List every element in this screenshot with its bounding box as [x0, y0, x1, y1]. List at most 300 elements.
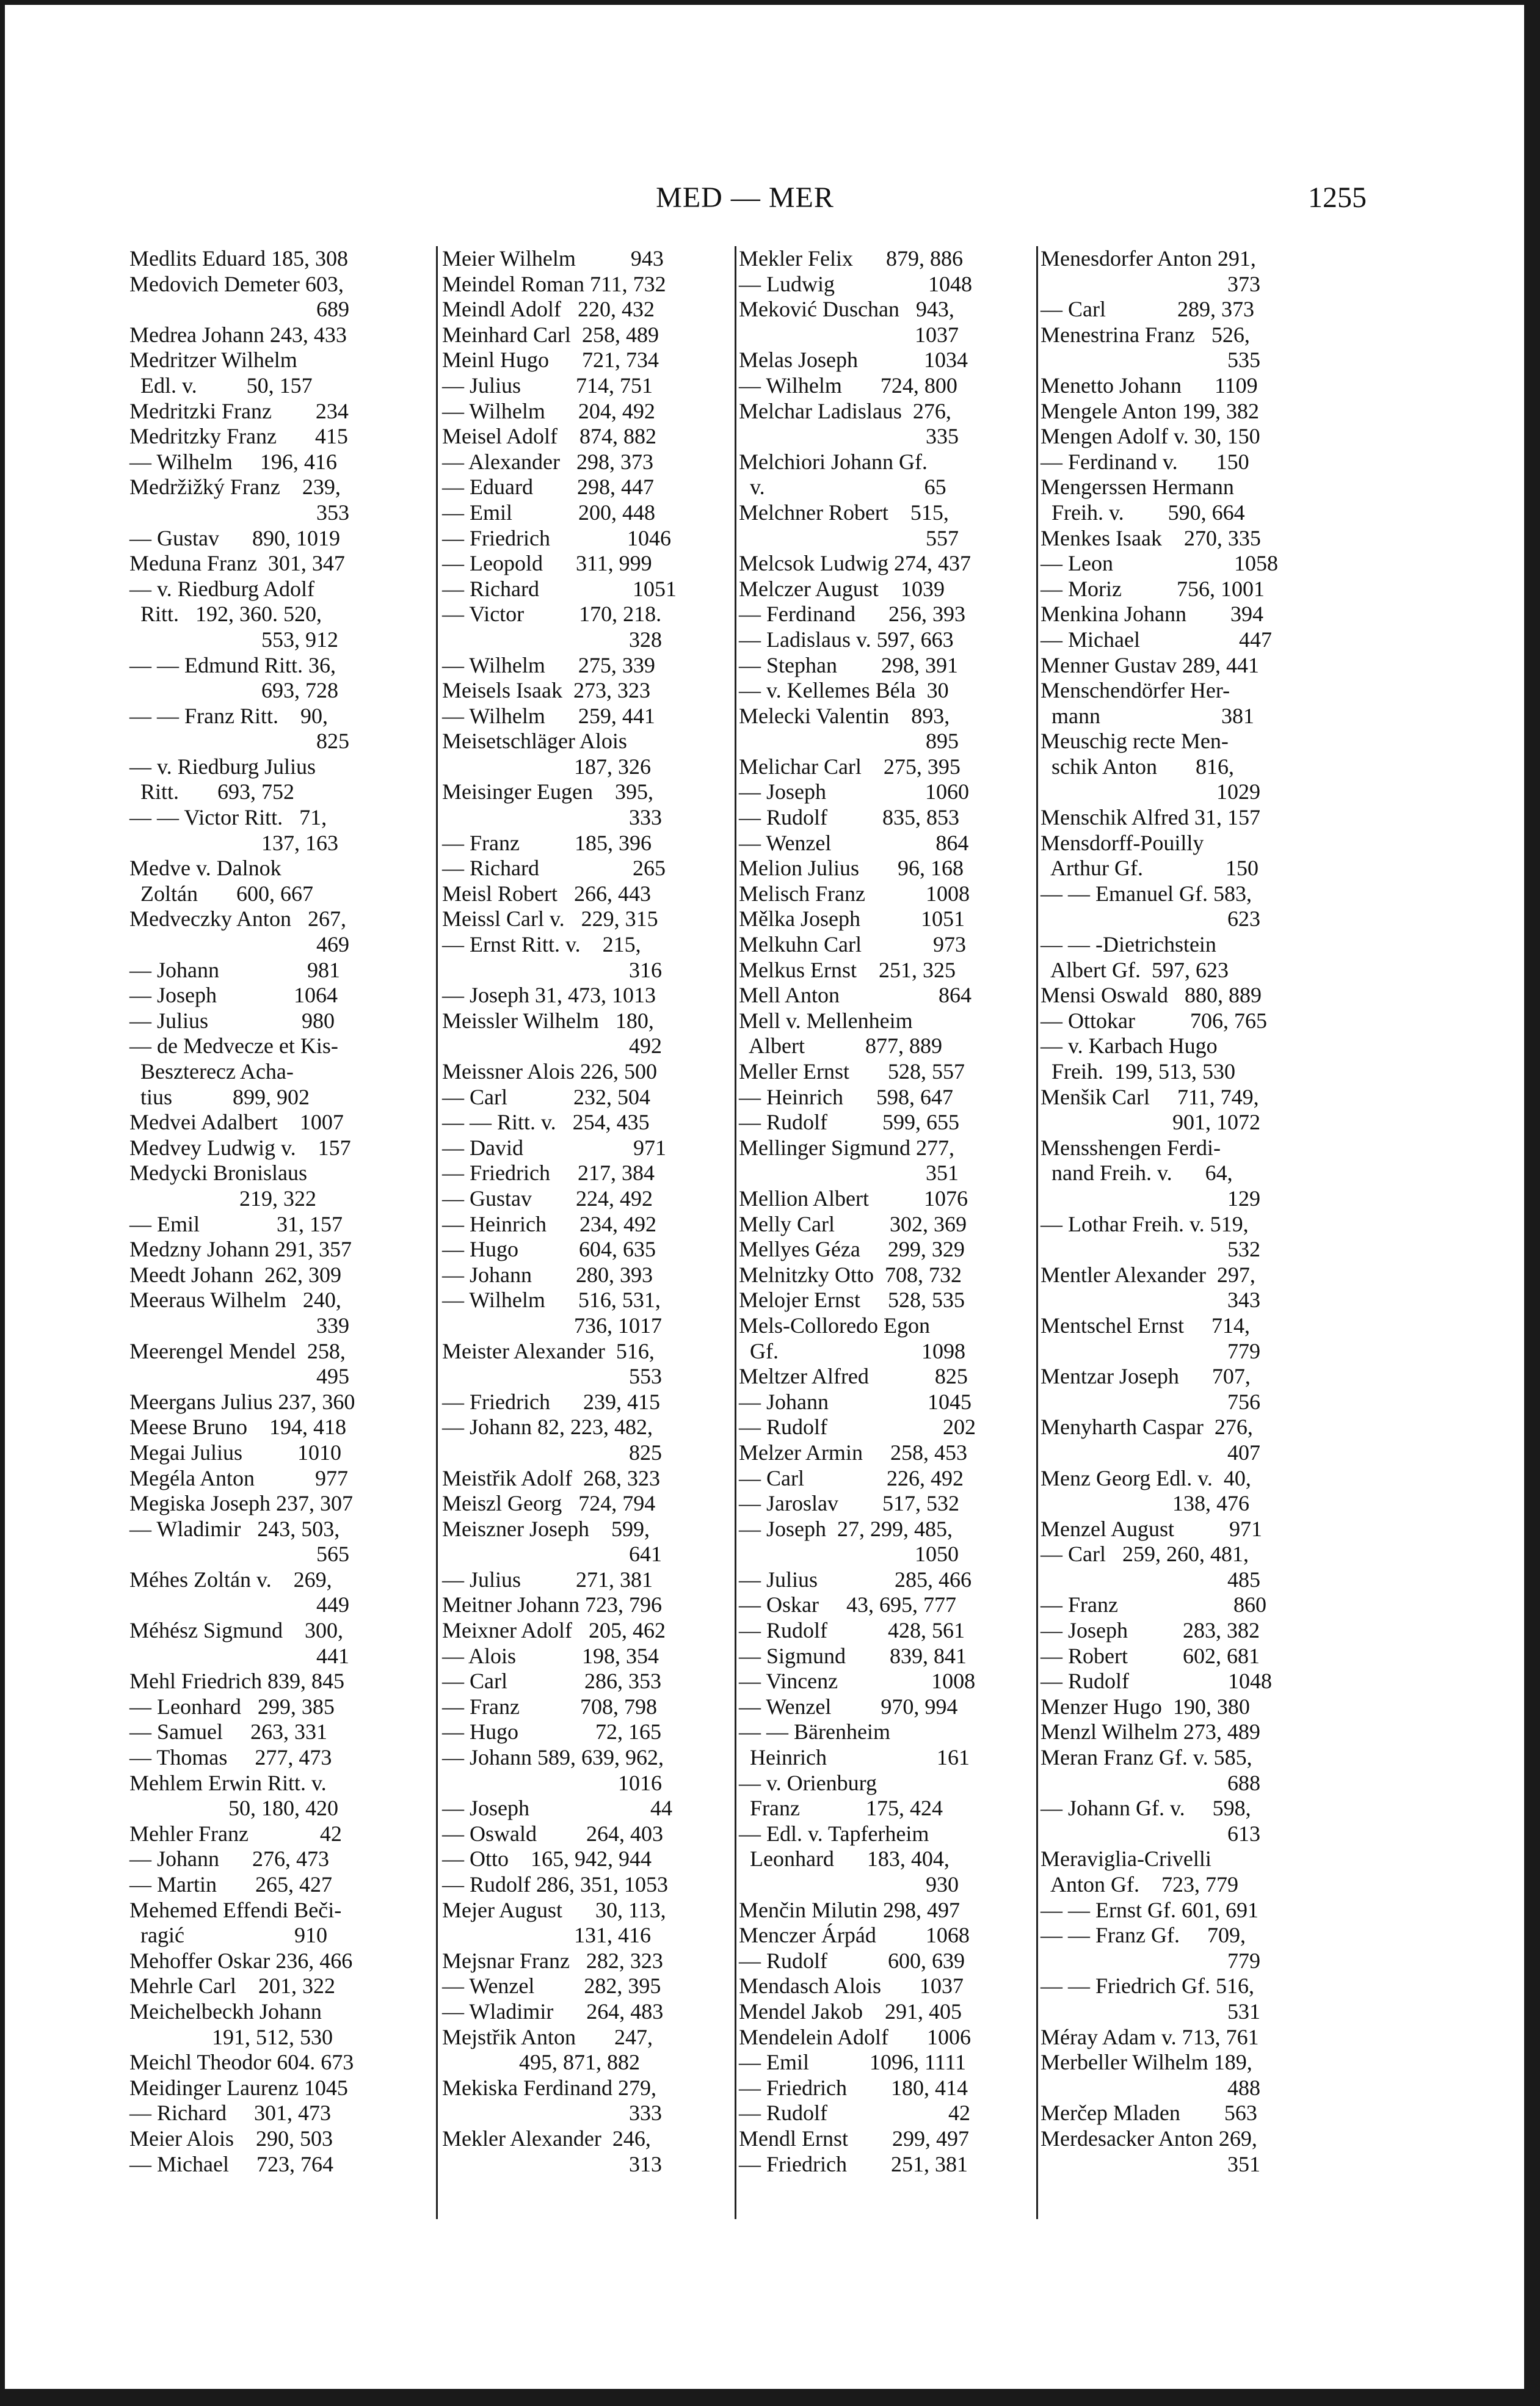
- index-entry-line: — Wilhelm 204, 492: [442, 398, 655, 423]
- index-entry-line: Melzer Armin 258, 453: [739, 1440, 967, 1465]
- index-entry-line: — Leonhard 299, 385: [129, 1694, 335, 1719]
- index-entry-line: — Richard 265: [442, 856, 666, 881]
- index-entry-line: 187, 326: [442, 754, 651, 779]
- index-entry-line: — Wenzel 282, 395: [442, 1974, 661, 1999]
- index-entry-line: Mehemed Effendi Beči-: [129, 1897, 342, 1922]
- index-entry-line: — Rudolf 599, 655: [739, 1110, 960, 1135]
- index-entry-line: Mehler Franz 42: [129, 1821, 342, 1846]
- index-entry-line: — Joseph 1060: [739, 779, 969, 804]
- index-entry-line: Menyharth Caspar 276,: [1041, 1415, 1253, 1440]
- index-entry-line: Méray Adam v. 713, 761: [1041, 2024, 1259, 2049]
- index-entry-line: — Friedrich 1046: [442, 525, 671, 550]
- index-entry-line: — Vincenz 1008: [739, 1669, 976, 1694]
- index-entry-line: Mellyes Géza 299, 329: [739, 1237, 965, 1262]
- index-entry-line: — Ladislaus v. 597, 663: [739, 627, 954, 652]
- index-entry-line: Meerengel Mendel 258,: [129, 1338, 346, 1363]
- index-entry-line: — Martin 265, 427: [129, 1872, 332, 1897]
- index-entry-line: Leonhard 183, 404,: [739, 1846, 950, 1872]
- index-entry-line: Mensshengen Ferdi-: [1041, 1135, 1221, 1160]
- index-entry-line: Meese Bruno 194, 418: [129, 1415, 346, 1440]
- index-entry-line: Zoltán 600, 667: [129, 881, 313, 906]
- index-entry-line: — Carl 286, 353: [442, 1669, 661, 1694]
- index-entry-line: nand Freih. v. 64,: [1041, 1161, 1233, 1186]
- index-entry-line: Melas Joseph 1034: [739, 348, 968, 373]
- index-entry-line: Mehlem Erwin Ritt. v.: [129, 1770, 327, 1795]
- index-entry-line: Melnitzky Otto 708, 732: [739, 1262, 962, 1287]
- index-entry-line: — Wladimir 243, 503,: [129, 1516, 340, 1541]
- index-entry-line: Meissner Alois 226, 500: [442, 1059, 658, 1084]
- index-entry-line: — Friedrich 180, 414: [739, 2075, 968, 2100]
- index-entry-line: Melichar Carl 275, 395: [739, 754, 961, 779]
- index-entry-line: Meissler Wilhelm 180,: [442, 1008, 654, 1033]
- index-entry-line: — Rudolf 428, 561: [739, 1618, 965, 1643]
- index-entry-line: Meran Franz Gf. v. 585,: [1041, 1745, 1252, 1770]
- index-entry-line: 1016: [442, 1770, 662, 1795]
- index-entry-line: 335: [739, 424, 959, 449]
- index-entry-line: Medvei Adalbert 1007: [129, 1110, 344, 1135]
- index-entry-line: Medrea Johann 243, 433: [129, 322, 347, 347]
- index-entry-line: — Carl 226, 492: [739, 1465, 964, 1490]
- index-entry-line: Mentzar Joseph 707,: [1041, 1364, 1251, 1389]
- index-entry-line: — v. Orienburg: [739, 1770, 877, 1795]
- index-entry-line: — v. Karbach Hugo: [1041, 1033, 1218, 1059]
- index-entry-line: 449: [129, 1592, 349, 1617]
- scan-edge-bottom: [0, 2389, 1540, 2406]
- index-entry-line: — Gustav 890, 1019: [129, 525, 340, 550]
- index-entry-line: Meidinger Laurenz 1045: [129, 2075, 348, 2100]
- index-entry-line: Meissl Carl v. 229, 315: [442, 906, 658, 931]
- index-entry-line: Melcsok Ludwig 274, 437: [739, 551, 971, 576]
- index-entry-line: Mensi Oswald 880, 889: [1041, 983, 1262, 1008]
- index-entry-line: 469: [129, 932, 349, 957]
- index-entry-line: Melchiori Johann Gf.: [739, 449, 928, 474]
- index-entry-line: — Ferdinand 256, 393: [739, 602, 965, 627]
- index-entry-line: schik Anton 816,: [1041, 754, 1235, 779]
- index-entry-line: Menkes Isaak 270, 335: [1041, 525, 1261, 550]
- index-entry-line: 333: [442, 805, 662, 830]
- index-entry-line: Meier Wilhelm 943: [442, 246, 664, 271]
- index-entry-line: 129: [1041, 1186, 1260, 1211]
- index-entry-line: Meisel Adolf 874, 882: [442, 424, 656, 449]
- index-entry-line: 339: [129, 1313, 349, 1338]
- index-entry-line: 495, 871, 882: [442, 2050, 640, 2075]
- index-entry-line: Mell Anton 864: [739, 983, 972, 1008]
- index-entry-line: — Rudolf 1048: [1041, 1669, 1273, 1694]
- index-entry-line: Megai Julius 1010: [129, 1440, 341, 1465]
- index-entry-line: — Stephan 298, 391: [739, 652, 958, 677]
- index-entry-line: — de Medvecze et Kis-: [129, 1033, 338, 1059]
- index-entry-line: — Richard 301, 473: [129, 2101, 331, 2126]
- index-entry-line: — Julius 271, 381: [442, 1567, 653, 1592]
- index-entry-line: Medvey Ludwig v. 157: [129, 1135, 351, 1160]
- index-entry-line: Freih. 199, 513, 530: [1041, 1059, 1235, 1084]
- index-entry-line: Mellion Albert 1076: [739, 1186, 968, 1211]
- index-entry-line: Mehoffer Oskar 236, 466: [129, 1948, 353, 1973]
- index-entry-line: Medzny Johann 291, 357: [129, 1237, 352, 1262]
- index-entry-line: 531: [1041, 1999, 1260, 2024]
- index-entry-line: Melchner Robert 515,: [739, 500, 949, 525]
- index-entry-line: 441: [129, 1643, 349, 1668]
- index-entry-line: Meltzer Alfred 825: [739, 1364, 968, 1389]
- index-entry-line: Menšik Carl 711, 749,: [1041, 1084, 1259, 1109]
- index-entry-line: — Jaroslav 517, 532: [739, 1491, 959, 1516]
- index-entry-line: Meier Alois 290, 503: [129, 2126, 333, 2151]
- index-entry-line: Meisinger Eugen 395,: [442, 779, 653, 804]
- index-entry-line: — Robert 602, 681: [1041, 1643, 1260, 1668]
- index-entry-line: — Wenzel 970, 994: [739, 1694, 958, 1719]
- index-entry-line: Mejer August 30, 113,: [442, 1897, 666, 1922]
- index-entry-line: Meisetschläger Alois: [442, 729, 627, 754]
- index-entry-line: Merdesacker Anton 269,: [1041, 2126, 1257, 2151]
- index-entry-line: — Emil 31, 157: [129, 1211, 343, 1236]
- index-entry-line: Meller Ernst 528, 557: [739, 1059, 965, 1084]
- index-entry-line: 895: [739, 729, 959, 754]
- index-entry-line: 313: [442, 2151, 662, 2176]
- index-entry-line: — Wilhelm 724, 800: [739, 373, 957, 398]
- index-entry-line: 613: [1041, 1821, 1260, 1846]
- index-entry-line: 138, 476: [1041, 1491, 1249, 1516]
- index-entry-line: 407: [1041, 1440, 1260, 1465]
- index-entry-line: — Thomas 277, 473: [129, 1745, 332, 1770]
- index-entry-line: Medržižký Franz 239,: [129, 475, 341, 500]
- index-entry-line: Meković Duschan 943,: [739, 297, 954, 322]
- index-entry-line: — Samuel 263, 331: [129, 1719, 327, 1744]
- index-entry-line: — Ottokar 706, 765: [1041, 1008, 1267, 1033]
- index-entry-line: Meeraus Wilhelm 240,: [129, 1288, 341, 1313]
- index-entry-line: — Wilhelm 516, 531,: [442, 1288, 661, 1313]
- index-entry-line: — Friedrich 239, 415: [442, 1389, 660, 1414]
- index-entry-line: — Rudolf 42: [739, 2101, 971, 2126]
- index-entry-line: — Johann 589, 639, 962,: [442, 1745, 664, 1770]
- index-entry-line: 191, 512, 530: [129, 2024, 333, 2049]
- index-entry-line: Medritzer Wilhelm: [129, 348, 297, 373]
- index-entry-line: — Friedrich 217, 384: [442, 1161, 655, 1186]
- index-entry-line: 488: [1041, 2075, 1260, 2100]
- index-entry-line: — v. Riedburg Julius: [129, 754, 316, 779]
- index-entry-line: Meixner Adolf 205, 462: [442, 1618, 666, 1643]
- index-entry-line: — Rudolf 835, 853: [739, 805, 960, 830]
- index-entry-line: Mentler Alexander 297,: [1041, 1262, 1255, 1287]
- index-entry-line: — — Emanuel Gf. 583,: [1041, 881, 1252, 906]
- index-entry-line: — Moriz 756, 1001: [1041, 576, 1265, 601]
- index-entry-line: 50, 180, 420: [129, 1796, 338, 1821]
- index-entry-line: — Leon 1058: [1041, 551, 1278, 576]
- index-entry-line: Meedt Johann 262, 309: [129, 1262, 341, 1287]
- index-entry-line: — — Ritt. v. 254, 435: [442, 1110, 650, 1135]
- index-entry-line: — Johann 981: [129, 957, 340, 982]
- index-entry-line: 343: [1041, 1288, 1260, 1313]
- index-entry-line: 553, 912: [129, 627, 338, 652]
- index-entry-line: — v. Kellemes Béla 30: [739, 678, 949, 703]
- index-entry-line: Mekler Alexander 246,: [442, 2126, 651, 2151]
- index-entry-line: Meindel Roman 711, 732: [442, 271, 666, 296]
- index-entry-line: 492: [442, 1033, 662, 1059]
- index-entry-line: Ritt. 192, 360. 520,: [129, 602, 322, 627]
- scan-edge-top: [0, 0, 1540, 5]
- index-entry-line: — Leopold 311, 999: [442, 551, 652, 576]
- index-entry-line: 351: [739, 1161, 959, 1186]
- index-entry-line: — Victor 170, 218.: [442, 602, 662, 627]
- index-entry-line: 1037: [739, 322, 959, 347]
- index-entry-line: Meduna Franz 301, 347: [129, 551, 345, 576]
- index-entry-line: 532: [1041, 1237, 1260, 1262]
- index-entry-line: — Joseph 283, 382: [1041, 1618, 1260, 1643]
- index-entry-line: Medritzky Franz 415: [129, 424, 348, 449]
- index-entry-line: — Joseph 27, 299, 485,: [739, 1516, 953, 1541]
- index-entry-line: Menschik Alfred 31, 157: [1041, 805, 1260, 830]
- index-entry-line: Mendelein Adolf 1006: [739, 2024, 971, 2049]
- index-entry-line: — Wilhelm 275, 339: [442, 652, 655, 677]
- page-header-title: MED — MER: [656, 181, 834, 214]
- index-entry-line: — David 971: [442, 1135, 666, 1160]
- index-entry-line: Melojer Ernst 528, 535: [739, 1288, 965, 1313]
- index-entry-line: Melkuhn Carl 973: [739, 932, 966, 957]
- index-entry-line: — Oskar 43, 695, 777: [739, 1592, 956, 1617]
- index-entry-line: — Rudolf 600, 639: [739, 1948, 965, 1973]
- index-entry-line: Medritzki Franz 234: [129, 398, 349, 423]
- index-column-1: [129, 246, 427, 2177]
- index-entry-line: — Michael 723, 764: [129, 2151, 333, 2176]
- index-entry-line: Mengerssen Hermann: [1041, 475, 1234, 500]
- index-entry-line: — Joseph 1064: [129, 983, 338, 1008]
- index-entry-line: 333: [442, 2101, 662, 2126]
- index-entry-line: 930: [739, 1872, 959, 1897]
- index-entry-line: Mendl Ernst 299, 497: [739, 2126, 969, 2151]
- index-entry-line: — Hugo 72, 165: [442, 1719, 661, 1744]
- index-entry-line: — Joseph 44: [442, 1796, 672, 1821]
- index-entry-line: — Ernst Ritt. v. 215,: [442, 932, 641, 957]
- index-entry-line: 825: [442, 1440, 662, 1465]
- index-entry-line: Mekler Felix 879, 886: [739, 246, 963, 271]
- index-entry-line: Gf. 1098: [739, 1338, 965, 1363]
- index-entry-line: Melkus Ernst 251, 325: [739, 957, 956, 982]
- index-entry-line: — Johann 82, 223, 482,: [442, 1415, 653, 1440]
- index-entry-line: — — Franz Ritt. 90,: [129, 703, 328, 728]
- index-entry-line: — — Edmund Ritt. 36,: [129, 652, 336, 677]
- index-entry-line: Albert Gf. 597, 623: [1041, 957, 1229, 982]
- index-entry-line: — Ludwig 1048: [739, 271, 972, 296]
- index-entry-line: 137, 163: [129, 830, 338, 855]
- index-entry-line: — Rudolf 286, 351, 1053: [442, 1872, 669, 1897]
- index-entry-line: Meichl Theodor 604. 673: [129, 2050, 354, 2075]
- index-entry-line: — — -Dietrichstein: [1041, 932, 1216, 957]
- index-entry-line: — Julius 980: [129, 1008, 335, 1033]
- index-entry-line: 557: [739, 525, 959, 550]
- index-entry-line: — Rudolf 202: [739, 1415, 976, 1440]
- index-entry-line: — Ferdinand v. 150: [1041, 449, 1249, 474]
- index-entry-line: — Carl 289, 373: [1041, 297, 1254, 322]
- index-entry-line: Megéla Anton 977: [129, 1465, 348, 1490]
- scan-edge-right: [1524, 0, 1540, 2406]
- index-entry-line: v. 65: [739, 475, 946, 500]
- index-entry-line: Mejstřik Anton 247,: [442, 2024, 653, 2049]
- index-entry-line: — — Bärenheim: [739, 1719, 890, 1744]
- index-entry-line: Meuschig recte Men-: [1041, 729, 1229, 754]
- index-entry-line: — Michael 447: [1041, 627, 1272, 652]
- index-entry-line: 756: [1041, 1389, 1260, 1414]
- index-entry-line: Menzel August 971: [1041, 1516, 1262, 1541]
- index-entry-line: Mels-Colloredo Egon: [739, 1313, 930, 1338]
- index-entry-line: mann 381: [1041, 703, 1254, 728]
- index-entry-line: — Johann 1045: [739, 1389, 972, 1414]
- index-entry-line: Mell v. Mellenheim: [739, 1008, 913, 1033]
- index-entry-line: 825: [129, 729, 349, 754]
- index-entry-line: Meinhard Carl 258, 489: [442, 322, 659, 347]
- index-entry-line: Menesdorfer Anton 291,: [1041, 246, 1256, 271]
- index-entry-line: Meichelbeckh Johann: [129, 1999, 322, 2024]
- index-entry-line: 351: [1041, 2151, 1260, 2176]
- index-entry-line: Mendasch Alois 1037: [739, 1974, 964, 1999]
- index-entry-line: Medovich Demeter 603,: [129, 271, 344, 296]
- index-entry-line: Edl. v. 50, 157: [129, 373, 313, 398]
- index-entry-line: tius 899, 902: [129, 1084, 310, 1109]
- index-entry-line: — Gustav 224, 492: [442, 1186, 653, 1211]
- index-entry-line: — Heinrich 598, 647: [739, 1084, 953, 1109]
- index-entry-line: — Wenzel 864: [739, 830, 969, 855]
- index-entry-line: Menschendörfer Her-: [1041, 678, 1230, 703]
- index-entry-line: — Johann 280, 393: [442, 1262, 653, 1287]
- index-entry-line: 623: [1041, 906, 1260, 931]
- index-entry-line: 901, 1072: [1041, 1110, 1260, 1135]
- page-number: 1255: [1308, 181, 1367, 214]
- index-entry-line: Mensdorff-Pouilly: [1041, 830, 1204, 855]
- index-entry-line: Meindl Adolf 220, 432: [442, 297, 655, 322]
- index-entry-line: Mentschel Ernst 714,: [1041, 1313, 1250, 1338]
- index-entry-line: Melczer August 1039: [739, 576, 945, 601]
- index-entry-line: Menczer Árpád 1068: [739, 1923, 970, 1948]
- index-entry-line: — Hugo 604, 635: [442, 1237, 656, 1262]
- index-entry-line: Meistřik Adolf 268, 323: [442, 1465, 660, 1490]
- index-entry-line: Albert 877, 889: [739, 1033, 942, 1059]
- index-entry-line: Meiszl Georg 724, 794: [442, 1491, 656, 1516]
- index-entry-line: 779: [1041, 1338, 1260, 1363]
- index-entry-line: Melion Julius 96, 168: [739, 856, 964, 881]
- index-entry-line: 219, 322: [129, 1186, 316, 1211]
- index-entry-line: — — Franz Gf. 709,: [1041, 1923, 1246, 1948]
- index-entry-line: — Alois 198, 354: [442, 1643, 659, 1668]
- index-entry-line: Mehl Friedrich 839, 845: [129, 1669, 344, 1694]
- index-entry-line: 1050: [739, 1542, 959, 1567]
- index-entry-line: — Johann 276, 473: [129, 1846, 329, 1872]
- index-entry-line: — — Ernst Gf. 601, 691: [1041, 1897, 1259, 1922]
- index-entry-line: Meitner Johann 723, 796: [442, 1592, 662, 1617]
- index-entry-line: 641: [442, 1542, 662, 1567]
- column-divider: [1036, 246, 1038, 2219]
- index-entry-line: Méhes Zoltán v. 269,: [129, 1567, 332, 1592]
- index-entry-line: Arthur Gf. 150: [1041, 856, 1259, 881]
- index-entry-line: Meinl Hugo 721, 734: [442, 348, 659, 373]
- index-entry-line: — Wilhelm 259, 441: [442, 703, 655, 728]
- index-entry-line: — Emil 200, 448: [442, 500, 655, 525]
- index-entry-line: — — Friedrich Gf. 516,: [1041, 1974, 1254, 1999]
- index-entry-line: — Julius 714, 751: [442, 373, 653, 398]
- index-entry-line: — Wladimir 264, 483: [442, 1999, 664, 2024]
- index-entry-line: — Lothar Freih. v. 519,: [1041, 1211, 1249, 1236]
- index-entry-line: — Oswald 264, 403: [442, 1821, 663, 1846]
- index-entry-line: — v. Riedburg Adolf: [129, 576, 314, 601]
- index-entry-line: — Franz 185, 396: [442, 830, 652, 855]
- index-entry-line: 565: [129, 1542, 349, 1567]
- index-entry-line: 373: [1041, 271, 1260, 296]
- index-entry-line: Melisch Franz 1008: [739, 881, 970, 906]
- index-column-2: [442, 246, 740, 2177]
- index-entry-line: 495: [129, 1364, 349, 1389]
- index-entry-line: — Friedrich 251, 381: [739, 2151, 968, 2176]
- index-entry-line: Melly Carl 302, 369: [739, 1211, 967, 1236]
- index-entry-line: Menner Gustav 289, 441: [1041, 652, 1259, 677]
- index-entry-line: Meraviglia-Crivelli: [1041, 1846, 1211, 1872]
- index-entry-line: Meisl Robert 266, 443: [442, 881, 651, 906]
- index-entry-line: — Carl 259, 260, 481,: [1041, 1542, 1249, 1567]
- index-entry-line: 1029: [1041, 779, 1260, 804]
- index-entry-line: Anton Gf. 723, 779: [1041, 1872, 1238, 1897]
- index-entry-line: Mellinger Sigmund 277,: [739, 1135, 954, 1160]
- index-entry-line: Mehrle Carl 201, 322: [129, 1974, 335, 1999]
- index-entry-line: Mejsnar Franz 282, 323: [442, 1948, 663, 1973]
- index-entry-line: 688: [1041, 1770, 1260, 1795]
- index-column-4: [1041, 246, 1338, 2177]
- index-entry-line: — Wilhelm 196, 416: [129, 449, 337, 474]
- index-entry-line: — Sigmund 839, 841: [739, 1643, 967, 1668]
- index-entry-line: — Joseph 31, 473, 1013: [442, 983, 656, 1008]
- index-entry-line: Mengen Adolf v. 30, 150: [1041, 424, 1260, 449]
- index-entry-line: Menzer Hugo 190, 380: [1041, 1694, 1250, 1719]
- index-entry-line: Menetto Johann 1109: [1041, 373, 1258, 398]
- index-entry-line: ragić 910: [129, 1923, 327, 1948]
- index-entry-line: Melchar Ladislaus 276,: [739, 398, 951, 423]
- index-entry-line: Mělka Joseph 1051: [739, 906, 965, 931]
- index-entry-line: — Otto 165, 942, 944: [442, 1846, 652, 1872]
- index-entry-line: Megiska Joseph 237, 307: [129, 1491, 353, 1516]
- index-entry-line: Medycki Bronislaus: [129, 1161, 307, 1186]
- index-entry-line: 689: [129, 297, 349, 322]
- index-entry-line: — Heinrich 234, 492: [442, 1211, 656, 1236]
- index-entry-line: Medve v. Dalnok: [129, 856, 281, 881]
- index-entry-line: Mendel Jakob 291, 405: [739, 1999, 962, 2024]
- index-entry-line: — Emil 1096, 1111: [739, 2050, 966, 2075]
- index-entry-line: — — Victor Ritt. 71,: [129, 805, 327, 830]
- index-entry-line: — Franz 860: [1041, 1592, 1266, 1617]
- index-column-3: [739, 246, 1037, 2177]
- index-entry-line: Menzl Wilhelm 273, 489: [1041, 1719, 1260, 1744]
- index-entry-line: Medlits Eduard 185, 308: [129, 246, 348, 271]
- index-entry-line: Heinrich 161: [739, 1745, 970, 1770]
- index-entry-line: Ritt. 693, 752: [129, 779, 295, 804]
- index-entry-line: Merbeller Wilhelm 189,: [1041, 2050, 1252, 2075]
- index-entry-line: 316: [442, 957, 662, 982]
- index-entry-line: 328: [442, 627, 662, 652]
- column-divider: [436, 246, 438, 2219]
- index-entry-line: Franz 175, 424: [739, 1796, 943, 1821]
- index-entry-line: Meiszner Joseph 599,: [442, 1516, 650, 1541]
- index-entry-line: — Richard 1051: [442, 576, 677, 601]
- index-entry-line: Merčep Mladen 563: [1041, 2101, 1257, 2126]
- index-entry-line: 535: [1041, 348, 1260, 373]
- index-entry-line: Menz Georg Edl. v. 40,: [1041, 1465, 1251, 1490]
- index-entry-line: — Franz 708, 798: [442, 1694, 657, 1719]
- index-entry-line: Meister Alexander 516,: [442, 1338, 655, 1363]
- index-entry-line: Meergans Julius 237, 360: [129, 1389, 355, 1414]
- index-entry-line: 693, 728: [129, 678, 338, 703]
- index-entry-line: 553: [442, 1364, 662, 1389]
- scan-edge-left: [0, 0, 5, 2406]
- column-divider: [735, 246, 736, 2219]
- index-entry-line: Meisels Isaak 273, 323: [442, 678, 650, 703]
- index-entry-line: — Carl 232, 504: [442, 1084, 650, 1109]
- index-entry-line: — Eduard 298, 447: [442, 475, 654, 500]
- index-entry-line: — Alexander 298, 373: [442, 449, 653, 474]
- index-entry-line: — Edl. v. Tapferheim: [739, 1821, 929, 1846]
